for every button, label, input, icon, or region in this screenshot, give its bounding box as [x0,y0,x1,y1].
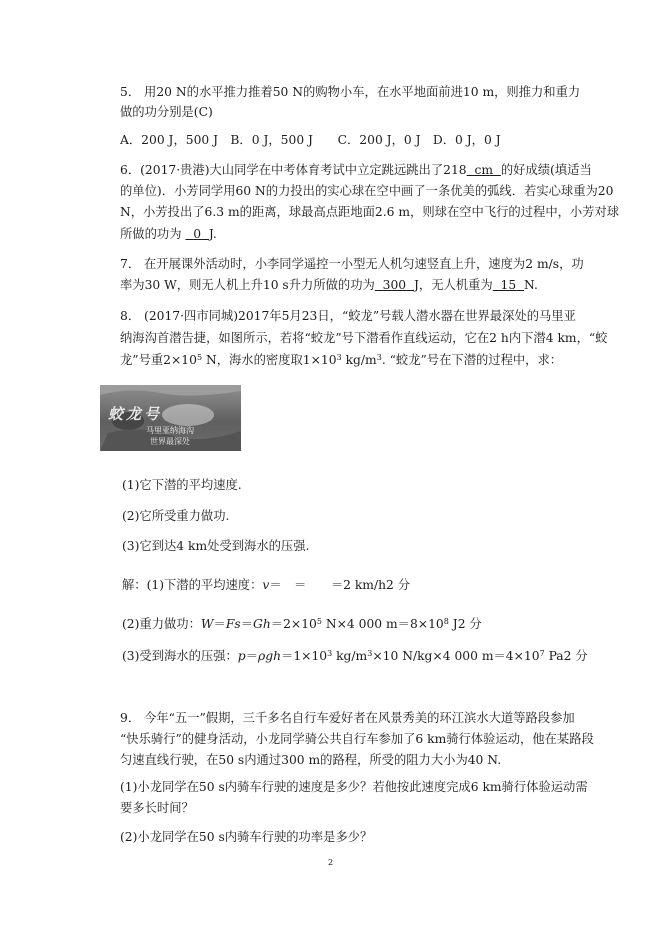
q8-solution1: 解：(1)下潜的平均速度：v＝ ＝ ＝2 km/h2 分 [122,578,411,592]
q9-line1: 9． 今年“五一”假期，三千多名自行车爱好者在风景秀美的环江滨水大道等路段参加 [120,711,575,725]
figure-title: 蛟龙号 [108,405,163,423]
jiaolong-photo [100,385,241,451]
q8-line2: 纳海沟首潜告捷，如图所示，若将“蛟龙”号下潜看作直线运动，它在2 h内下潜4 km，“蛟 [120,331,608,345]
q8-line1: 8． (2017·四市同城)2017年5月23日，“蛟龙”号载人潜水器在世界最深处的马里亚 [120,309,576,323]
page-number: 2 [327,858,334,867]
q6-line3: N，小芳投出了6.3 m的距离，球最高点距地面2.6 m，则球在空中飞行的过程中，小芳对球 [120,205,620,219]
q6-line2: 的单位)．小芳同学用60 N的力投出的实心球在空中画了一条优美的弧线．若实心球重为20 [120,184,614,198]
figure-caption-1: 马里亚纳海沟 [146,426,194,435]
q8-solution3: (3)受到海水的压强：$p=\rho gh=1\times 10^3$ $kg/m^3\times 10$ N/kg×4 000 $m=4\times 10^7$ Pa2 分 [122,649,588,663]
q6-line4: 所做的功为 0 J. [120,227,217,241]
q6-line1: 6．(2017·贵港)大山同学在中考体育考试中立定跳远跳出了218 cm 的好成绩(填适当 [120,163,592,177]
figure-caption-2: 世界最深处 [150,437,190,446]
q9-sub1-line2: 要多长时间？ [120,801,194,815]
q7-answer2: 15 [500,278,517,292]
q9-sub1-line1: (1)小龙同学在50 s内骑车行驶的速度是多少？若他按此速度完成6 km骑行体验运动需 [120,780,588,794]
q8-sub3: (3)它到达4 km处受到海水的压强. [122,539,310,553]
q9-sub2: (2)小龙同学在50 s内骑车行驶的功率是多少？ [120,830,373,844]
q9-line3: 匀速直线行驶，在50 s内通过300 m的路程，所受的阻力大小为40 N. [120,753,502,767]
q5-line2: 做的功分别是(C) [120,105,213,119]
q8-sub1: (1)它下潜的平均速度. [122,478,242,492]
q9-line2: “快乐骑行”的健身活动，小龙同学骑公共自行车参加了6 km骑行体验运动，他在某路段 [120,732,594,746]
q8-line3: 龙”号重$2\times 10^5$ N，海水的密度取$1\times 10^3$ $kg/m^3$. “蛟龙”号在下潜的过程中，求： [120,353,563,367]
q5-options: A．200 J，500 J B．0 J，500 J C．200 J，0 J D．0 J，0 J [120,133,501,147]
q7-answer1: 300 [382,278,407,292]
q7-line1: 7． 在开展课外活动时，小李同学遥控一小型无人机匀速竖直上升，速度为2 m/s，功 [120,257,584,271]
q5-line1: 5． 用20 N的水平推力推着50 N的购物小车，在水平地面前进10 m，则推力和重力 [120,85,581,99]
q6-answer2: 0 [193,227,202,241]
q8-sub2: (2)它所受重力做功. [122,509,230,523]
q6-answer1: cm [474,163,494,177]
q8-solution2: (2)重力做功：$W=Fs=Gh=2\times 10^5$ N×4 000 $m=8\times 10^8$ J2 分 [122,617,482,631]
q7-line2: 率为30 W，则无人机上升10 s升力所做的功为 300 J，无人机重为 15 N. [120,278,538,292]
